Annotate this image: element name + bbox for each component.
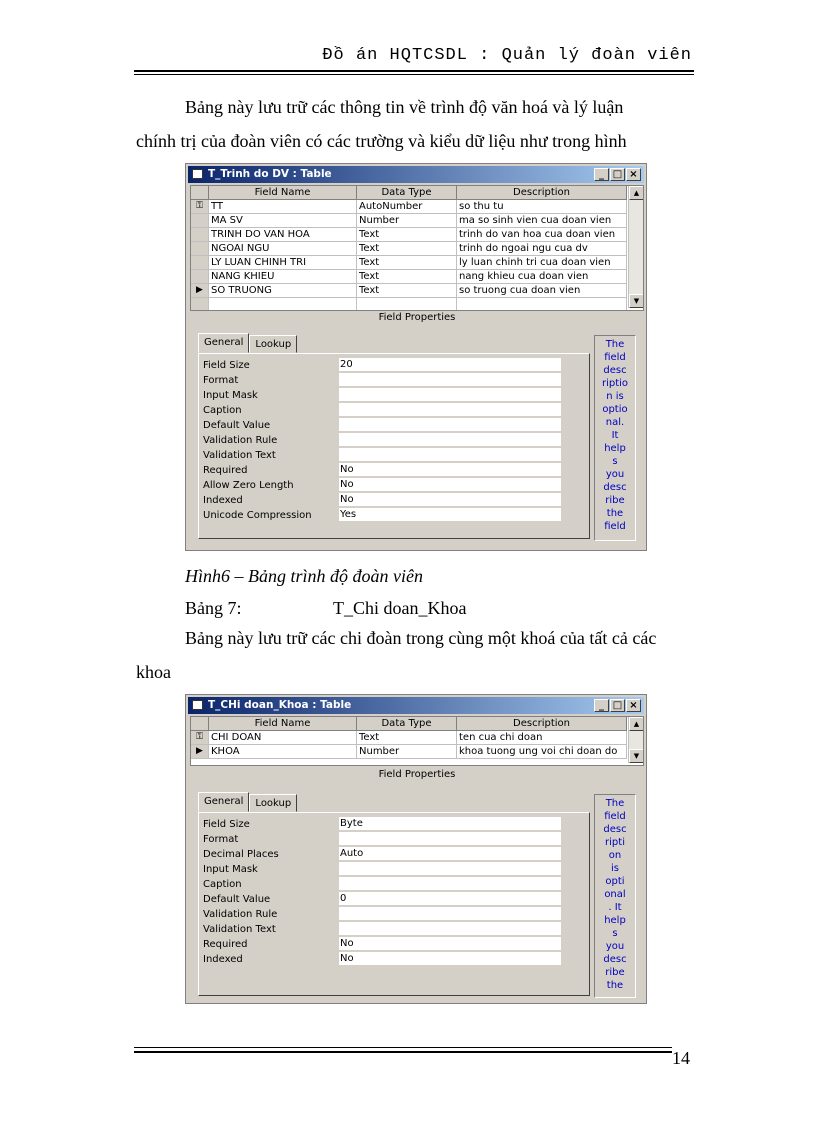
property-row[interactable]: [203, 937, 561, 952]
help-text-line: field: [604, 352, 626, 363]
footer-rule: [134, 1051, 672, 1053]
help-text-line: help: [604, 915, 626, 926]
vertical-scrollbar[interactable]: [628, 717, 644, 763]
property-value[interactable]: [339, 373, 561, 387]
property-row[interactable]: [203, 907, 561, 922]
property-value[interactable]: [339, 433, 561, 447]
column-header[interactable]: Data Type: [357, 186, 457, 200]
table-row[interactable]: [191, 256, 627, 270]
data-type-cell[interactable]: Text: [357, 270, 457, 284]
scroll-down-icon[interactable]: ▼: [629, 294, 644, 308]
paragraph-2-line-2: khoa: [136, 662, 171, 682]
field-properties-label: Field Properties: [378, 312, 456, 323]
property-value[interactable]: No: [339, 952, 561, 966]
row-selector[interactable]: [191, 242, 209, 256]
help-text-line: you: [605, 941, 625, 952]
property-label: Default Value: [203, 894, 271, 905]
field-name-cell[interactable]: CHI DOAN: [209, 731, 357, 745]
property-label: Caption: [203, 405, 242, 416]
property-value[interactable]: [339, 448, 561, 462]
footer-rule-thin: [134, 1047, 672, 1048]
help-text-line: help: [604, 443, 626, 454]
table-row[interactable]: [191, 228, 627, 242]
table-design-window-1: [185, 163, 647, 551]
property-value[interactable]: [339, 403, 561, 417]
help-text-line: riptio: [601, 378, 629, 389]
field-name-cell[interactable]: TRINH DO VAN HOA: [209, 228, 357, 242]
property-label: Unicode Compression: [203, 510, 312, 521]
property-row[interactable]: [203, 493, 561, 508]
table-row[interactable]: [191, 242, 627, 256]
property-label: Input Mask: [203, 864, 258, 875]
header-rule: [134, 70, 694, 72]
field-name-cell[interactable]: TT: [209, 200, 357, 214]
property-label: Validation Text: [203, 924, 276, 935]
help-text-line: opti: [605, 876, 625, 887]
field-grid: [190, 716, 644, 766]
property-row[interactable]: [203, 832, 561, 847]
property-row[interactable]: [203, 508, 561, 523]
description-cell[interactable]: trinh do van hoa cua doan vien: [457, 228, 627, 242]
help-text-line: field: [604, 521, 626, 532]
primary-key-icon[interactable]: ⚿: [191, 200, 209, 214]
property-label: Required: [203, 465, 248, 476]
data-type-cell[interactable]: Text: [357, 284, 457, 298]
help-text-box: [594, 794, 636, 998]
current-row-icon[interactable]: ▶: [191, 745, 209, 759]
minimize-button[interactable]: _: [594, 699, 609, 712]
window-title: T_Trinh do DV : Table: [208, 168, 332, 180]
description-cell[interactable]: so thu tu: [457, 200, 627, 214]
field-properties-label: Field Properties: [378, 769, 456, 780]
page-header: Đồ án HQTCSDL : Quản lý đoàn viên: [322, 46, 692, 65]
description-cell[interactable]: trinh do ngoai ngu cua dv: [457, 242, 627, 256]
data-type-cell[interactable]: Text: [357, 256, 457, 270]
property-row[interactable]: [203, 463, 561, 478]
row-selector-header: [191, 717, 209, 731]
data-type-cell[interactable]: Text: [357, 228, 457, 242]
tab-general[interactable]: General: [198, 792, 249, 812]
row-selector[interactable]: [191, 228, 209, 242]
primary-key-icon[interactable]: ⚿: [191, 731, 209, 745]
description-cell[interactable]: nang khieu cua doan vien: [457, 270, 627, 284]
row-selector[interactable]: [191, 270, 209, 284]
property-row[interactable]: [203, 847, 561, 862]
data-type-cell[interactable]: [357, 298, 457, 311]
property-label: Field Size: [203, 360, 250, 371]
help-text-line: . It: [608, 902, 622, 913]
property-label: Allow Zero Length: [203, 480, 294, 491]
tab-lookup[interactable]: Lookup: [249, 335, 297, 353]
data-type-cell[interactable]: Text: [357, 242, 457, 256]
table-icon: [192, 700, 203, 710]
property-row[interactable]: [203, 358, 561, 373]
property-value[interactable]: No: [339, 463, 561, 477]
field-name-cell[interactable]: MA SV: [209, 214, 357, 228]
description-cell[interactable]: so truong cua doan vien: [457, 284, 627, 298]
help-text-line: desc: [603, 482, 627, 493]
property-row[interactable]: [203, 817, 561, 832]
close-button[interactable]: ×: [626, 168, 641, 181]
help-text-line: optio: [602, 404, 628, 415]
table-row[interactable]: [191, 745, 627, 759]
scroll-down-icon[interactable]: ▼: [629, 749, 644, 763]
data-type-cell[interactable]: Number: [357, 745, 457, 759]
page-number: 14: [672, 1048, 690, 1068]
property-row[interactable]: [203, 478, 561, 493]
help-text-line: s: [612, 456, 618, 467]
field-grid: [190, 185, 644, 311]
help-text-line: It: [611, 430, 619, 441]
data-type-cell[interactable]: Number: [357, 214, 457, 228]
tab-lookup[interactable]: Lookup: [249, 794, 297, 812]
tab-general[interactable]: General: [198, 333, 249, 353]
help-text-line: ribe: [605, 967, 625, 978]
description-cell[interactable]: ly luan chinh tri cua doan vien: [457, 256, 627, 270]
help-text-line: desc: [603, 365, 627, 376]
window-titlebar[interactable]: [188, 166, 644, 183]
property-label: Format: [203, 834, 239, 845]
property-row[interactable]: [203, 388, 561, 403]
table-label: Bảng 7:: [185, 598, 242, 618]
help-text-line: is: [611, 863, 619, 874]
column-header[interactable]: Description: [457, 717, 627, 731]
property-row[interactable]: [203, 877, 561, 892]
help-text-line: n is: [606, 391, 624, 402]
help-text-line: on: [608, 850, 622, 861]
field-name-cell[interactable]: NGOAI NGU: [209, 242, 357, 256]
header-rule-thin: [134, 74, 694, 75]
property-value[interactable]: [339, 388, 561, 402]
current-row-icon[interactable]: ▶: [191, 284, 209, 298]
row-selector-header: [191, 186, 209, 200]
help-text-line: the: [606, 980, 624, 991]
table-row[interactable]: [191, 731, 627, 745]
description-cell[interactable]: khoa tuong ung voi chi doan do: [457, 745, 627, 759]
table-row[interactable]: [191, 270, 627, 284]
property-value[interactable]: [339, 832, 561, 846]
row-selector[interactable]: [191, 298, 209, 311]
property-row[interactable]: [203, 862, 561, 877]
property-row[interactable]: [203, 403, 561, 418]
maximize-button[interactable]: □: [610, 168, 625, 181]
property-label: Caption: [203, 879, 242, 890]
help-text-box: [594, 335, 636, 541]
properties-panel: [198, 353, 590, 539]
property-label: Field Size: [203, 819, 250, 830]
window-title: T_CHi doan_Khoa : Table: [208, 699, 352, 711]
field-name-cell[interactable]: KHOA: [209, 745, 357, 759]
property-value[interactable]: Byte: [339, 817, 561, 831]
help-text-line: desc: [603, 824, 627, 835]
window-titlebar[interactable]: [188, 697, 644, 714]
field-name-cell[interactable]: LY LUAN CHINH TRI: [209, 256, 357, 270]
property-row[interactable]: [203, 373, 561, 388]
table-row[interactable]: [191, 214, 627, 228]
field-name-cell[interactable]: [209, 298, 357, 311]
help-text-line: nal.: [605, 417, 625, 428]
vertical-scrollbar[interactable]: [628, 186, 644, 308]
column-header[interactable]: Data Type: [357, 717, 457, 731]
property-value[interactable]: No: [339, 493, 561, 507]
data-type-cell[interactable]: AutoNumber: [357, 200, 457, 214]
property-value[interactable]: Auto: [339, 847, 561, 861]
grid-header: [191, 186, 627, 200]
row-selector[interactable]: [191, 256, 209, 270]
property-value[interactable]: [339, 907, 561, 921]
property-value[interactable]: [339, 862, 561, 876]
help-text-line: onal: [604, 889, 626, 900]
paragraph-2-line-1: Bảng này lưu trữ các chi đoàn trong cùng một khoá của tất cả các: [185, 628, 657, 648]
row-selector[interactable]: [191, 214, 209, 228]
property-value[interactable]: No: [339, 478, 561, 492]
property-row[interactable]: [203, 448, 561, 463]
help-text-line: the: [606, 508, 624, 519]
minimize-button[interactable]: _: [594, 168, 609, 181]
property-value[interactable]: [339, 922, 561, 936]
help-text-line: ribe: [605, 495, 625, 506]
property-value[interactable]: No: [339, 937, 561, 951]
paragraph-1-line-1: Bảng này lưu trữ các thông tin về trình độ văn hoá và lý luận: [185, 97, 624, 117]
column-header[interactable]: Description: [457, 186, 627, 200]
help-text-line: desc: [603, 954, 627, 965]
figure-caption: Hình6 – Bảng trình độ đoàn viên: [185, 566, 423, 586]
description-cell[interactable]: ma so sinh vien cua doan vien: [457, 214, 627, 228]
scroll-up-icon[interactable]: ▲: [629, 717, 644, 731]
table-name: T_Chi doan_Khoa: [333, 598, 467, 618]
scroll-up-icon[interactable]: ▲: [629, 186, 644, 200]
property-value[interactable]: 20: [339, 358, 561, 372]
help-text-line: s: [612, 928, 618, 939]
property-label: Indexed: [203, 495, 243, 506]
help-text-line: The: [605, 798, 625, 809]
property-row[interactable]: [203, 433, 561, 448]
close-button[interactable]: ×: [626, 699, 641, 712]
property-label: Input Mask: [203, 390, 258, 401]
property-label: Indexed: [203, 954, 243, 965]
property-row[interactable]: [203, 952, 561, 967]
property-label: Decimal Places: [203, 849, 279, 860]
property-value[interactable]: [339, 418, 561, 432]
table-row[interactable]: [191, 298, 627, 311]
help-text-line: ripti: [605, 837, 625, 848]
property-label: Validation Rule: [203, 909, 278, 920]
grid-header: [191, 717, 627, 731]
data-type-cell[interactable]: Text: [357, 731, 457, 745]
properties-panel: [198, 812, 590, 996]
table-design-window-2: [185, 694, 647, 1004]
table-row[interactable]: [191, 200, 627, 214]
property-label: Validation Text: [203, 450, 276, 461]
property-row[interactable]: [203, 418, 561, 433]
description-cell[interactable]: [457, 298, 627, 311]
property-value[interactable]: [339, 877, 561, 891]
property-label: Validation Rule: [203, 435, 278, 446]
description-cell[interactable]: ten cua chi doan: [457, 731, 627, 745]
property-label: Default Value: [203, 420, 271, 431]
column-header[interactable]: Field Name: [209, 717, 357, 731]
table-icon: [192, 169, 203, 179]
field-name-cell[interactable]: NANG KHIEU: [209, 270, 357, 284]
property-row[interactable]: [203, 892, 561, 907]
help-text-line: you: [605, 469, 625, 480]
property-row[interactable]: [203, 922, 561, 937]
property-value[interactable]: 0: [339, 892, 561, 906]
property-label: Required: [203, 939, 248, 950]
maximize-button[interactable]: □: [610, 699, 625, 712]
property-value[interactable]: Yes: [339, 508, 561, 522]
help-text-line: field: [604, 811, 626, 822]
paragraph-1-line-2: chính trị của đoàn viên có các trường và kiểu dữ liệu như trong hình: [136, 131, 627, 151]
property-label: Format: [203, 375, 239, 386]
field-name-cell[interactable]: SO TRUONG: [209, 284, 357, 298]
table-row[interactable]: [191, 284, 627, 298]
column-header[interactable]: Field Name: [209, 186, 357, 200]
help-text-line: The: [605, 339, 625, 350]
